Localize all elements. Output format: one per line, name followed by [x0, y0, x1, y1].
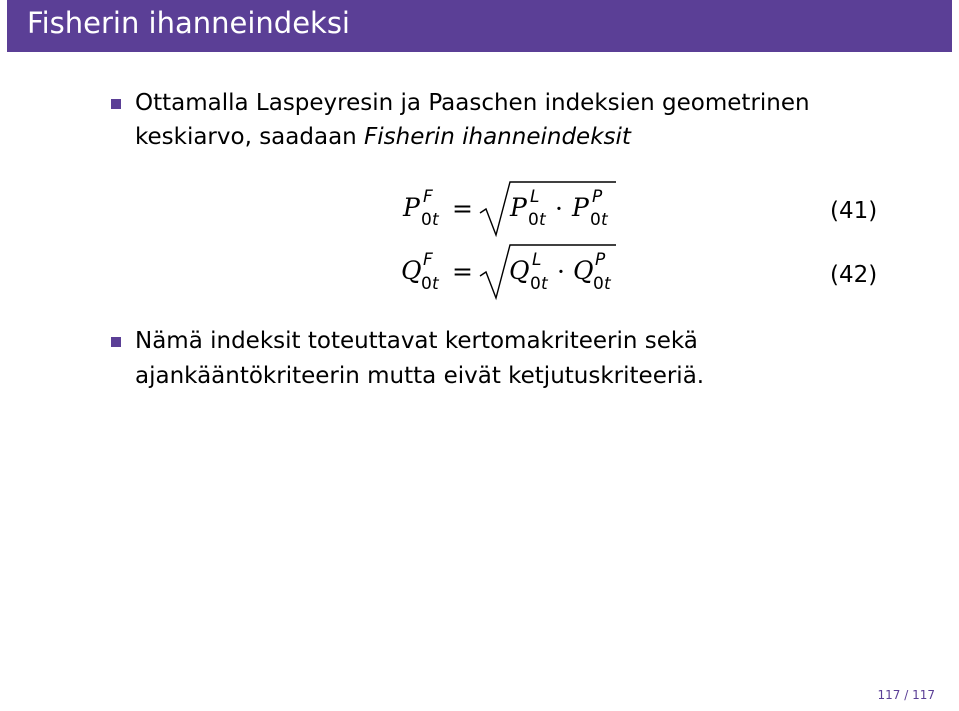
eq42-r2-sup: P — [595, 250, 606, 270]
eq41-lhs-sub-t: t — [432, 210, 439, 230]
bullet-1-line-2-plain: keskiarvo, saadaan — [135, 124, 365, 150]
equation-41-number: (41) — [830, 198, 878, 224]
eq42-lhs-sup: F — [423, 250, 433, 270]
eq41-lhs-var: P — [403, 193, 420, 222]
bullet-2-line-1: Nämä indeksit toteuttavat kertomakriteerin sekä — [135, 328, 698, 354]
eq41-r1-var: P — [510, 193, 527, 222]
page-number: 117 / 117 — [877, 688, 935, 702]
eq42-r2-var: Q — [573, 256, 594, 285]
eq41-r2-sub-t: t — [601, 210, 608, 230]
eq41-lhs-sub-0: 0 — [421, 210, 432, 230]
eq41-r1-sub-t: t — [539, 210, 546, 230]
title-bar — [7, 0, 952, 52]
eq42-lhs-sub-t: t — [432, 274, 439, 294]
eq42-lhs-var: Q — [401, 256, 422, 285]
eq41-r1-sub-0: 0 — [528, 210, 539, 230]
eq42-equals: = — [452, 257, 473, 286]
eq41-r1-sup: L — [530, 187, 540, 207]
eq41-r2-sup: P — [592, 187, 603, 207]
equation-42-number: (42) — [830, 262, 878, 288]
bullet-1-line-2 — [135, 123, 631, 151]
eq42-r1-sub-t: t — [541, 274, 548, 294]
eq42-lhs-sub-0: 0 — [421, 274, 432, 294]
eq42-r2-sub-0: 0 — [593, 274, 604, 294]
bullet-1-marker-icon — [111, 99, 121, 109]
bullet-1-line-2-italic: Fisherin ihanneindeksit — [364, 124, 631, 150]
eq41-equals: = — [452, 194, 473, 223]
eq41-r2-sub-0: 0 — [590, 210, 601, 230]
eq42-r1-sub-0: 0 — [530, 274, 541, 294]
bullet-2-line-2: ajankääntökriteerin mutta eivät ketjutuskriteeriä. — [135, 363, 705, 389]
eq42-r1-sup: L — [532, 250, 542, 270]
eq41-dot: · — [555, 194, 563, 223]
eq42-r2-sub-t: t — [604, 274, 611, 294]
eq42-r1-var: Q — [509, 256, 530, 285]
eq41-lhs-sup: F — [423, 187, 433, 207]
eq41-r2-var: P — [572, 193, 589, 222]
bullet-2-marker-icon — [111, 337, 121, 347]
eq42-dot: · — [557, 257, 565, 286]
slide-title: Fisherin ihanneindeksi — [27, 6, 350, 40]
bullet-1-line-1: Ottamalla Laspeyresin ja Paaschen indeksien geometrinen — [135, 90, 810, 116]
